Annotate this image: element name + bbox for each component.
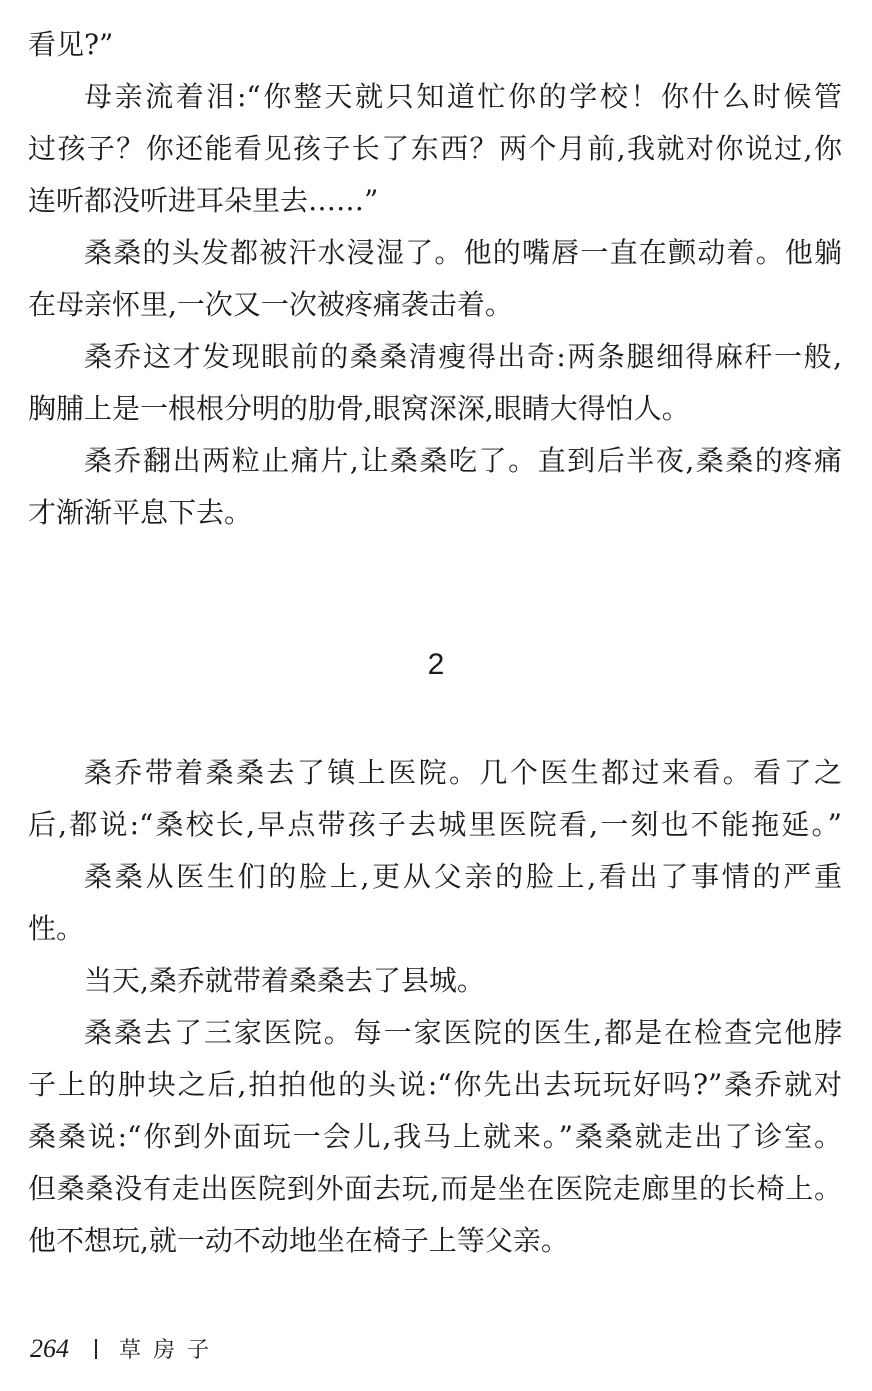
chapter-number: 2 (427, 648, 445, 681)
text-line: 当天,桑乔就带着桑桑去了县城。 (84, 964, 485, 997)
text-line: 桑乔带着桑桑去了镇上医院。几个医生都过来看。看了之 (84, 756, 842, 789)
text-line: 在母亲怀里,一次又一次被疼痛袭击着。 (28, 288, 513, 321)
text-line: 他不想玩,就一动不动地坐在椅子上等父亲。 (28, 1224, 569, 1257)
book-title: 草房子 (119, 1338, 222, 1363)
text-line: 桑乔这才发现眼前的桑桑清瘦得出奇:两条腿细得麻秆一般, (84, 340, 842, 373)
text-section-2 (28, 747, 842, 1267)
text-line: 桑桑从医生们的脸上,更从父亲的脸上,看出了事情的严重 (84, 860, 842, 893)
text-section-1 (28, 19, 842, 539)
page-footer (30, 1333, 221, 1364)
text-line: 桑桑说:“你到外面玩一会儿,我马上就来。”桑桑就走出了诊室。 (28, 1120, 842, 1153)
text-line: 性。 (28, 912, 85, 945)
footer-divider (95, 1339, 97, 1359)
text-line: 才渐渐平息下去。 (28, 496, 253, 529)
text-line: 桑桑的头发都被汗水浸湿了。他的嘴唇一直在颤动着。他躺 (84, 236, 842, 269)
text-line: 后,都说:“桑校长,早点带孩子去城里医院看,一刻也不能拖延。” (28, 808, 842, 841)
text-line: 桑桑去了三家医院。每一家医院的医生,都是在检查完他脖 (84, 1016, 842, 1049)
page-number: 264 (30, 1333, 69, 1363)
text-line: 桑乔翻出两粒止痛片,让桑桑吃了。直到后半夜,桑桑的疼痛 (84, 444, 842, 477)
text-line: 子上的肿块之后,拍拍他的头说:“你先出去玩玩好吗?”桑乔就对 (28, 1068, 842, 1101)
text-line: 但桑桑没有走出医院到外面去玩,而是坐在医院走廊里的长椅上。 (28, 1172, 842, 1205)
text-line: 母亲流着泪:“你整天就只知道忙你的学校！你什么时候管 (84, 80, 842, 113)
text-line: 过孩子？你还能看见孩子长了东西？两个月前,我就对你说过,你 (28, 132, 842, 165)
text-line: 胸脯上是一根根分明的肋骨,眼窝深深,眼睛大得怕人。 (28, 392, 690, 425)
text-line: 看见?” (28, 28, 114, 61)
text-line: 连听都没听进耳朵里去……” (28, 184, 379, 217)
